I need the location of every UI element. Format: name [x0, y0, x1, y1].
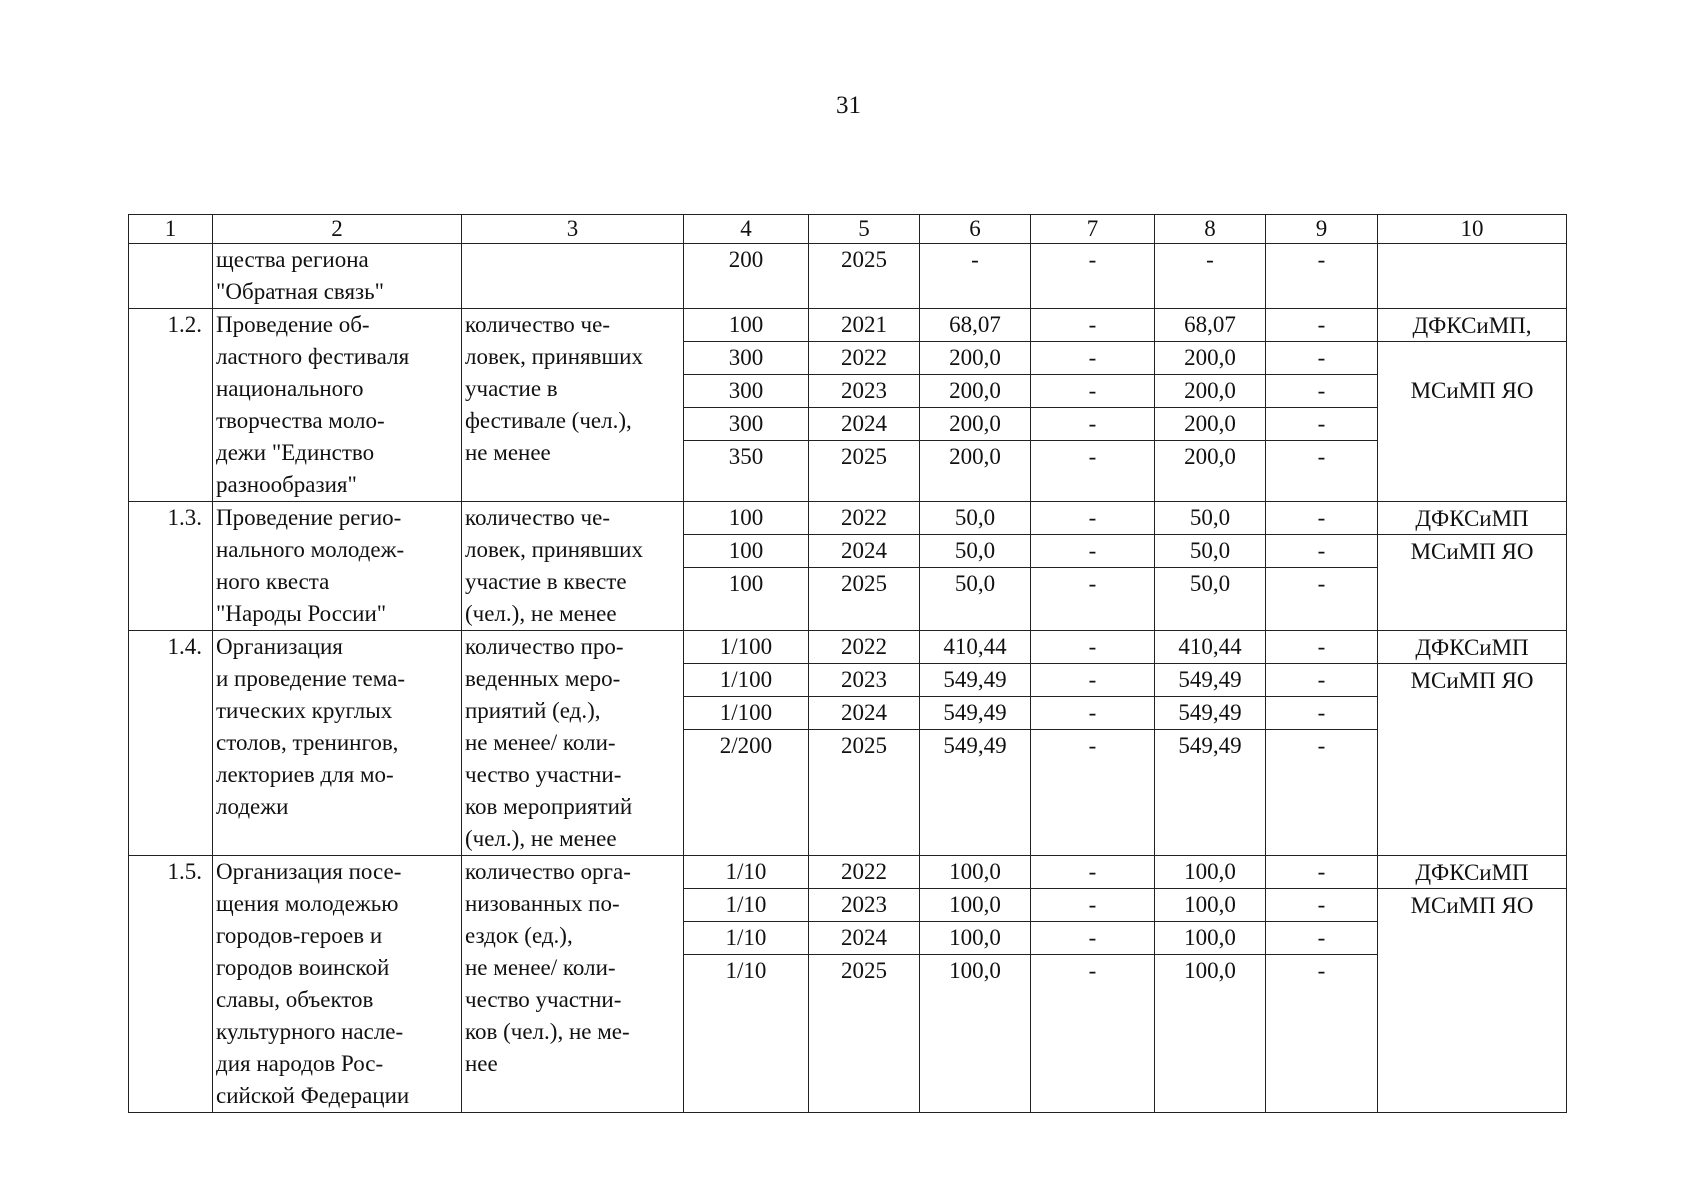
total-funding: 100,0 — [949, 958, 1001, 983]
total-funding: 100,0 — [920, 922, 1030, 955]
target-value: 1/100 — [684, 631, 808, 664]
column-header-9: 9 — [1266, 215, 1378, 244]
table-row — [129, 244, 1567, 309]
total-funding-cell — [920, 631, 1031, 856]
indicator-line: участие в квесте — [465, 569, 627, 594]
target-value-cell — [684, 631, 809, 856]
federal-funding: - — [1031, 375, 1154, 408]
indicator-line: ков (чел.), не ме- — [465, 1019, 630, 1044]
measures-table — [128, 214, 1567, 1113]
item-number: 1.4. — [129, 631, 213, 856]
measure-name-line: разнообразия" — [216, 472, 357, 497]
federal-funding-cell — [1031, 856, 1155, 1113]
regional-funding: 549,49 — [1155, 697, 1265, 730]
federal-funding: - — [1031, 502, 1154, 535]
target-value-cell — [684, 309, 809, 502]
measure-name — [213, 856, 462, 1113]
regional-funding-cell — [1155, 309, 1266, 502]
target-value-cell — [684, 502, 809, 631]
indicator-line: фестивале (чел.), — [465, 408, 632, 433]
indicator-line: веденных меро- — [465, 666, 621, 691]
measure-name-line: городов воинской — [216, 955, 390, 980]
year: 2024 — [809, 697, 919, 730]
item-number — [129, 244, 213, 309]
regional-funding-cell — [1155, 631, 1266, 856]
regional-funding: 100,0 — [1155, 889, 1265, 922]
column-header-10: 10 — [1378, 215, 1567, 244]
target-value: 1/10 — [684, 922, 808, 955]
total-funding-cell — [920, 309, 1031, 502]
year: 2025 — [841, 733, 887, 758]
federal-funding-cell — [1031, 631, 1155, 856]
other-funding: - — [1266, 375, 1377, 408]
regional-funding: 200,0 — [1155, 375, 1265, 408]
measure-name-line: дежи "Единство — [216, 440, 375, 465]
other-funding-cell — [1266, 502, 1378, 631]
column-header-5: 5 — [809, 215, 920, 244]
other-funding: - — [1317, 571, 1326, 596]
total-funding: 50,0 — [920, 535, 1030, 568]
year-cell — [809, 856, 920, 1113]
table-row — [129, 309, 1567, 502]
target-value: 1/10 — [725, 958, 767, 983]
federal-funding: - — [1031, 697, 1154, 730]
total-funding: 549,49 — [920, 664, 1030, 697]
year: 2021 — [809, 309, 919, 342]
indicator-description — [462, 309, 684, 502]
regional-funding: 200,0 — [1155, 342, 1265, 375]
federal-funding-cell — [1031, 309, 1155, 502]
item-number: 1.3. — [129, 502, 213, 631]
regional-funding: 100,0 — [1155, 922, 1265, 955]
total-funding: 549,49 — [920, 697, 1030, 730]
executor-line: МСиМП ЯО — [1410, 378, 1534, 403]
year: 2022 — [809, 631, 919, 664]
other-funding-cell — [1266, 244, 1378, 309]
measure-name-line: лодежи — [216, 794, 289, 819]
target-value: 1/10 — [684, 889, 808, 922]
other-funding: - — [1266, 535, 1377, 568]
indicator-line: количество че- — [465, 505, 610, 530]
indicator-description — [462, 502, 684, 631]
total-funding: 68,07 — [920, 309, 1030, 342]
federal-funding: - — [1031, 922, 1154, 955]
measure-name-line: столов, тренингов, — [216, 730, 399, 755]
target-value-cell — [684, 244, 809, 309]
measure-name-line: Организация — [216, 634, 343, 659]
regional-funding: 549,49 — [1178, 733, 1242, 758]
year: 2025 — [841, 247, 887, 272]
measure-name-line: сийской Федерации — [216, 1083, 410, 1108]
page-number: 31 — [836, 92, 861, 119]
measure-name — [213, 309, 462, 502]
total-funding: 100,0 — [920, 856, 1030, 889]
target-value: 1/100 — [684, 697, 808, 730]
target-value: 1/10 — [684, 856, 808, 889]
other-funding: - — [1317, 444, 1326, 469]
target-value: 2/200 — [719, 733, 773, 758]
year-cell — [809, 309, 920, 502]
executor-line: ДФКСиМП, — [1378, 309, 1566, 342]
regional-funding-cell — [1155, 244, 1266, 309]
year: 2022 — [809, 342, 919, 375]
target-value: 300 — [684, 375, 808, 408]
indicator-line: нее — [465, 1051, 498, 1076]
target-value: 100 — [684, 535, 808, 568]
measure-name-line: "Обратная связь" — [216, 279, 385, 304]
measure-name-line: дия народов Рос- — [216, 1051, 384, 1076]
target-value: 200 — [728, 247, 764, 272]
year: 2023 — [809, 889, 919, 922]
measure-name-line: ного квеста — [216, 569, 330, 594]
executor-line: МСиМП ЯО — [1410, 893, 1534, 918]
indicator-line: не менее/ коли- — [465, 955, 616, 980]
other-funding-cell — [1266, 856, 1378, 1113]
indicator-line: (чел.), не менее — [465, 601, 617, 626]
measure-name — [213, 502, 462, 631]
target-value: 100 — [728, 571, 764, 596]
total-funding: 100,0 — [920, 889, 1030, 922]
indicator-line: количество про- — [465, 634, 624, 659]
indicator-line: ков мероприятий — [465, 794, 633, 819]
measure-name-line: Проведение регио- — [216, 505, 402, 530]
total-funding: 200,0 — [949, 444, 1001, 469]
other-funding-cell — [1266, 309, 1378, 502]
federal-funding: - — [1031, 889, 1154, 922]
year: 2022 — [809, 502, 919, 535]
measure-name-line: "Народы России" — [216, 601, 387, 626]
column-header-4: 4 — [684, 215, 809, 244]
other-funding: - — [1266, 697, 1377, 730]
indicator-line: количество че- — [465, 312, 610, 337]
year: 2024 — [809, 922, 919, 955]
target-value: 100 — [684, 309, 808, 342]
other-funding: - — [1317, 247, 1326, 272]
federal-funding: - — [1031, 631, 1154, 664]
executor — [1378, 502, 1567, 631]
measure-name-line: культурного насле- — [216, 1019, 404, 1044]
other-funding-cell — [1266, 631, 1378, 856]
total-funding: 549,49 — [943, 733, 1007, 758]
table-row — [129, 856, 1567, 1113]
target-value: 1/100 — [684, 664, 808, 697]
regional-funding: 100,0 — [1155, 856, 1265, 889]
measure-name-line: щения молодежью — [216, 891, 399, 916]
federal-funding: - — [1031, 664, 1154, 697]
total-funding: - — [971, 247, 979, 272]
regional-funding: - — [1206, 247, 1214, 272]
other-funding: - — [1266, 631, 1377, 664]
executor — [1378, 856, 1567, 1113]
year: 2025 — [841, 571, 887, 596]
regional-funding-cell — [1155, 502, 1266, 631]
total-funding: 50,0 — [954, 571, 996, 596]
indicator-description — [462, 856, 684, 1113]
year-cell — [809, 502, 920, 631]
column-header-1: 1 — [129, 215, 213, 244]
federal-funding-cell — [1031, 502, 1155, 631]
table-row — [129, 502, 1567, 631]
total-funding-cell — [920, 244, 1031, 309]
measure-name-line: лекториев для мо- — [216, 762, 394, 787]
indicator-line: чество участни- — [465, 762, 622, 787]
regional-funding-cell — [1155, 856, 1266, 1113]
regional-funding: 50,0 — [1155, 535, 1265, 568]
measure-name-line: нального молодеж- — [216, 537, 405, 562]
indicator-line: ездок (ед.), — [465, 923, 573, 948]
item-number: 1.2. — [129, 309, 213, 502]
total-funding-cell — [920, 502, 1031, 631]
total-funding-cell — [920, 856, 1031, 1113]
item-number: 1.5. — [129, 856, 213, 1113]
executor-line: ДФКСиМП — [1378, 502, 1566, 535]
executor — [1378, 309, 1567, 502]
regional-funding: 200,0 — [1155, 408, 1265, 441]
column-header-3: 3 — [462, 215, 684, 244]
indicator-line: не менее — [465, 440, 551, 465]
executor — [1378, 244, 1567, 309]
other-funding: - — [1266, 408, 1377, 441]
regional-funding: 549,49 — [1155, 664, 1265, 697]
column-header-8: 8 — [1155, 215, 1266, 244]
executor-line: ДФКСиМП — [1378, 856, 1566, 889]
federal-funding: - — [1031, 535, 1154, 568]
executor-line — [1381, 342, 1563, 374]
indicator-line: ловек, принявших — [465, 537, 643, 562]
column-header-2: 2 — [213, 215, 462, 244]
federal-funding: - — [1088, 444, 1097, 469]
federal-funding: - — [1031, 342, 1154, 375]
total-funding: 200,0 — [920, 375, 1030, 408]
executor-line: МСиМП ЯО — [1410, 668, 1534, 693]
regional-funding: 50,0 — [1189, 571, 1231, 596]
table-row — [129, 631, 1567, 856]
regional-funding: 50,0 — [1155, 502, 1265, 535]
regional-funding: 100,0 — [1184, 958, 1236, 983]
other-funding: - — [1317, 958, 1326, 983]
federal-funding: - — [1031, 408, 1154, 441]
other-funding: - — [1266, 502, 1377, 535]
executor-line: МСиМП ЯО — [1410, 539, 1534, 564]
target-value: 300 — [684, 408, 808, 441]
indicator-line: чество участни- — [465, 987, 622, 1012]
indicator-line: не менее/ коли- — [465, 730, 616, 755]
other-funding: - — [1317, 733, 1326, 758]
target-value: 100 — [684, 502, 808, 535]
measure-name — [213, 631, 462, 856]
indicator-description — [462, 244, 684, 309]
executor — [1378, 631, 1567, 856]
other-funding: - — [1266, 664, 1377, 697]
target-value: 300 — [684, 342, 808, 375]
column-header-6: 6 — [920, 215, 1031, 244]
year-cell — [809, 244, 920, 309]
indicator-line: участие в — [465, 376, 558, 401]
measure-name-line: и проведение тема- — [216, 666, 406, 691]
federal-funding-cell — [1031, 244, 1155, 309]
federal-funding: - — [1088, 571, 1097, 596]
other-funding: - — [1266, 856, 1377, 889]
measure-name — [213, 244, 462, 309]
year: 2024 — [809, 535, 919, 568]
year: 2025 — [841, 444, 887, 469]
executor-line: ДФКСиМП — [1378, 631, 1566, 664]
federal-funding: - — [1031, 309, 1154, 342]
total-funding: 200,0 — [920, 342, 1030, 375]
target-value: 350 — [728, 444, 764, 469]
measure-name-line: Организация посе- — [216, 859, 402, 884]
indicator-line: (чел.), не менее — [465, 826, 617, 851]
measure-name-line: творчества моло- — [216, 408, 385, 433]
measure-name-line: славы, объектов — [216, 987, 374, 1012]
regional-funding: 68,07 — [1155, 309, 1265, 342]
regional-funding: 410,44 — [1155, 631, 1265, 664]
federal-funding: - — [1031, 856, 1154, 889]
total-funding: 50,0 — [920, 502, 1030, 535]
federal-funding: - — [1088, 958, 1097, 983]
column-header-7: 7 — [1031, 215, 1155, 244]
other-funding: - — [1266, 922, 1377, 955]
measure-name-line: щества региона — [216, 247, 369, 272]
total-funding: 410,44 — [920, 631, 1030, 664]
year: 2024 — [809, 408, 919, 441]
measure-name-line: ластного фестиваля — [216, 344, 410, 369]
target-value-cell — [684, 856, 809, 1113]
header-row — [129, 215, 1567, 244]
indicator-line: количество орга- — [465, 859, 631, 884]
federal-funding: - — [1088, 247, 1097, 272]
year: 2022 — [809, 856, 919, 889]
year: 2023 — [809, 375, 919, 408]
measure-name-line: тических круглых — [216, 698, 393, 723]
other-funding: - — [1266, 309, 1377, 342]
year-cell — [809, 631, 920, 856]
measure-name-line: национального — [216, 376, 364, 401]
measure-name-line: городов-героев и — [216, 923, 383, 948]
federal-funding: - — [1088, 733, 1097, 758]
total-funding: 200,0 — [920, 408, 1030, 441]
indicator-description — [462, 631, 684, 856]
regional-funding: 200,0 — [1184, 444, 1236, 469]
year: 2023 — [809, 664, 919, 697]
other-funding: - — [1266, 342, 1377, 375]
indicator-line: низованных по- — [465, 891, 620, 916]
indicator-line: приятий (ед.), — [465, 698, 601, 723]
year: 2025 — [841, 958, 887, 983]
other-funding: - — [1266, 889, 1377, 922]
measure-name-line: Проведение об- — [216, 312, 370, 337]
indicator-line: ловек, принявших — [465, 344, 643, 369]
